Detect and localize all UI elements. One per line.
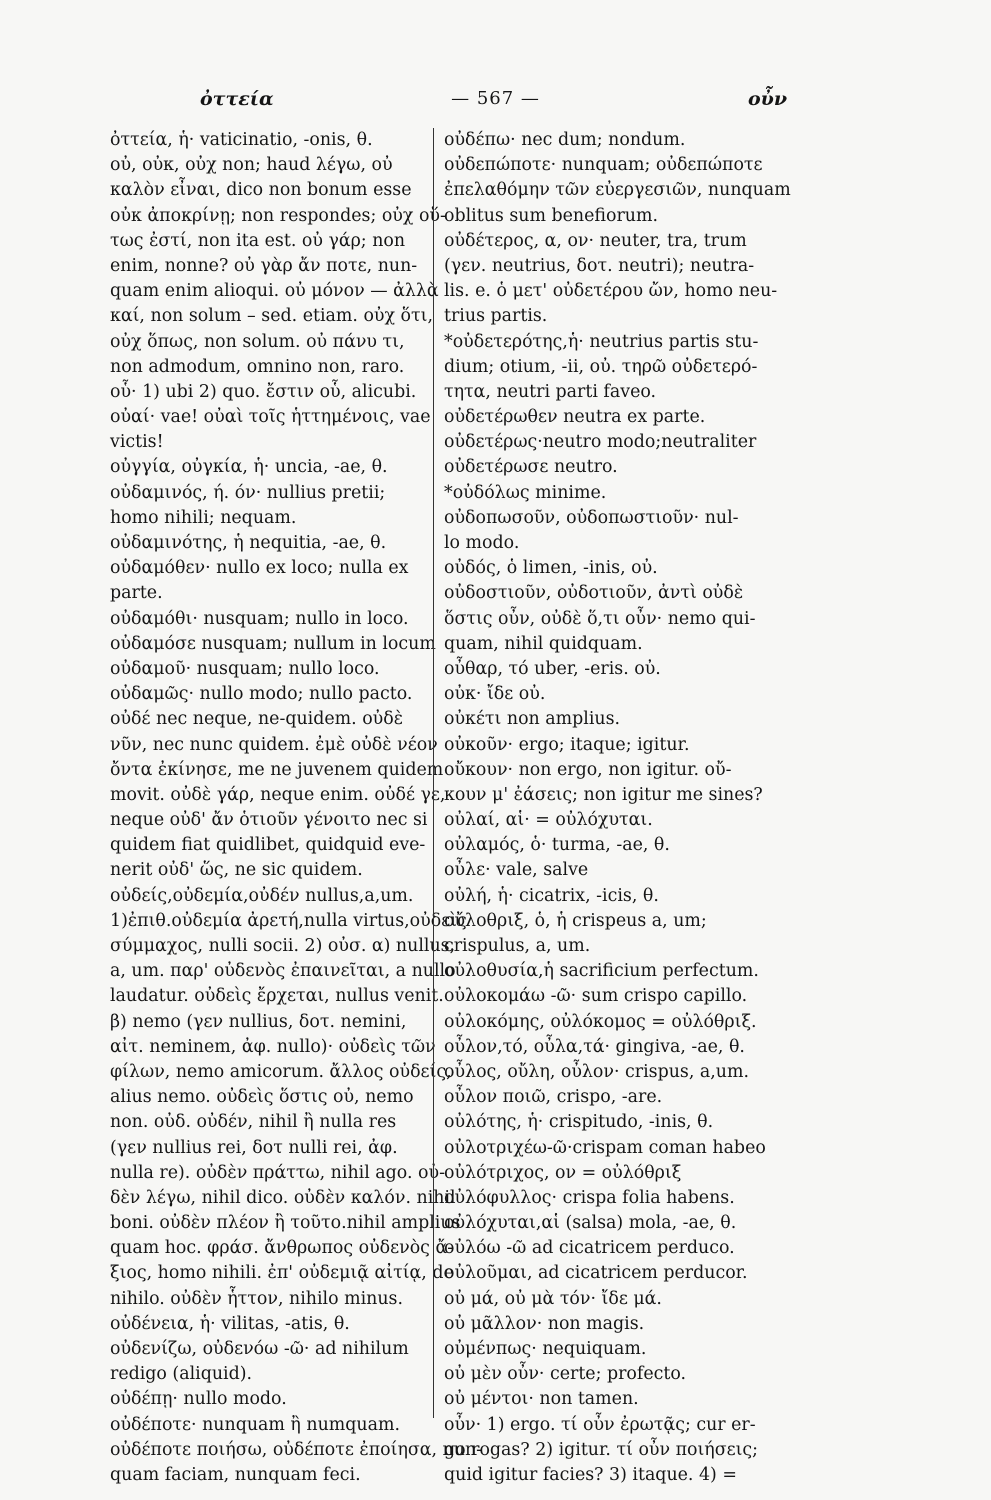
dictionary-line: neque οὐδ' ἄν ὁτιοῦν γένοιτο nec si [110, 810, 428, 831]
dictionary-line: σύμμαχος, nulli socii. 2) οὐσ. α) nullus, [110, 936, 456, 956]
dictionary-line: αἰτ. neminem, ἀφ. nullo)· οὐδεὶς τῶν [110, 1036, 436, 1057]
dictionary-line: οὐδέποτε· nunquam ἢ numquam. [110, 1414, 400, 1435]
dictionary-line: ἐπελαθόμην τῶν εὐεργεσιῶν, nunquam [444, 180, 791, 201]
dictionary-line: οὐ μά, οὐ μὰ τόν· ἴδε μά. [444, 1288, 662, 1309]
dictionary-line: non admodum, omnino non, raro. [110, 356, 405, 377]
dictionary-line: οὐκοῦν· ergo; itaque; igitur. [444, 734, 690, 755]
dictionary-line: οὐχ ὅπως, non solum. οὐ πάνυ τι, [110, 331, 405, 352]
dictionary-line: τως ἐστί, non ita est. οὐ γάρ; non [110, 230, 406, 251]
dictionary-line: οὐδαμόσε nusquam; nullum in locum [110, 633, 436, 654]
dictionary-line: νῦν, nec nunc quidem. ἐμὲ οὐδὲ νέον [110, 734, 438, 755]
dictionary-line: οὐκ ἀποκρίνῃ; non respondes; οὐχ οὕ- [110, 205, 446, 226]
page-header [0, 86, 991, 120]
dictionary-line: οὐλότριχος, ον = οὐλόθριξ [444, 1162, 682, 1183]
dictionary-line: β) nemo (γεν nullius, δοτ. nemini, [110, 1011, 407, 1032]
dictionary-line: οὐδείς,οὐδεμία,οὐδέν nullus,a,um. [110, 885, 414, 906]
dictionary-line: οὐλόχυται,αἱ (salsa) mola, -ae, θ. [444, 1213, 737, 1234]
header-left-word: ὀττεία [200, 88, 274, 110]
dictionary-line: laudatur. οὐδεὶς ἔρχεται, nullus venit. [110, 986, 444, 1007]
dictionary-line: alius nemo. οὐδεὶς ὅστις οὐ, nemo [110, 1087, 414, 1108]
dictionary-line: ὄντα ἐκίνησε, me ne juvenem quidem [110, 759, 444, 780]
dictionary-line: οὐδαμόθι· nusquam; nullo in loco. [110, 608, 409, 629]
dictionary-line: οὐδέ nec neque, ne-quidem. οὐδὲ [110, 709, 404, 730]
dictionary-line: quam, nihil quidquam. [444, 633, 643, 654]
dictionary-line: οὔλοθριξ, ὁ, ἡ crispeus a, um; [444, 910, 707, 931]
dictionary-line: οὐδένεια, ἡ· vilitas, -atis, θ. [110, 1313, 350, 1334]
dictionary-line: 1)ἐπιθ.οὐδεμία ἀρετή,nulla virtus,οὐδεὶς [110, 910, 467, 931]
dictionary-line: nulla re). οὐδὲν πράττω, nihil ago. οὐ- [110, 1162, 445, 1183]
right-column [433, 128, 835, 1485]
dictionary-line: a, um. παρ' οὐδενὸς ἐπαινεῖται, a nullo [110, 961, 456, 982]
dictionary-line: οὐδετέρωθεν neutra ex parte. [444, 407, 706, 428]
dictionary-line: dium; otium, -ii, οὐ. τηρῶ οὐδετερό- [444, 356, 758, 377]
dictionary-line: homo nihili; nequam. [110, 507, 297, 528]
dictionary-line: lis. e. ὁ μετ' οὐδετέρου ὤν, homo neu- [444, 281, 778, 302]
dictionary-line: οὐλαί, αἱ· = οὐλόχυται. [444, 810, 653, 831]
dictionary-line: boni. οὐδὲν πλέον ἢ τοῦτο.nihil amplius [110, 1213, 461, 1234]
dictionary-line: οὐλοθυσία,ἡ sacrificium perfectum. [444, 961, 759, 982]
dictionary-line: victis! [110, 432, 164, 453]
dictionary-line: οὐδοπωσοῦν, οὐδοπωστιοῦν· nul- [444, 507, 739, 528]
dictionary-line: οὐκέτι non amplius. [444, 709, 621, 730]
dictionary-line: oblitus sum benefiorum. [444, 205, 659, 226]
dictionary-line: οὖλον ποιῶ, crispo, -are. [444, 1087, 663, 1108]
dictionary-line: οὐλότης, ἡ· crispitudo, -inis, θ. [444, 1112, 714, 1133]
dictionary-line: non. οὐδ. οὐδέν, nihil ἢ nulla res [110, 1112, 397, 1133]
dictionary-line: οὐγγία, οὐγκία, ἡ· uncia, -ae, θ. [110, 457, 388, 478]
dictionary-line: οὐδαμοῦ· nusquam; nullo loco. [110, 658, 380, 679]
dictionary-line: οὐδαμῶς· nullo modo; nullo pacto. [110, 684, 413, 705]
dictionary-line: quidem fiat quidlibet, quidquid eve- [110, 835, 426, 856]
dictionary-line: enim, nonne? οὐ γὰρ ἄν ποτε, nun- [110, 255, 418, 276]
dictionary-line: οὐδοστιοῦν, οὐδοτιοῦν, ἀντὶ οὐδὲ [444, 583, 744, 604]
dictionary-line: οὖθαρ, τό uber, -eris. οὐ. [444, 658, 661, 679]
dictionary-line: οὐδαμινός, ή. όν· nullius pretii; [110, 482, 386, 503]
dictionary-line: *οὐδετερότης,ἡ· neutrius partis stu- [444, 331, 759, 352]
dictionary-line: οὐδέπῃ· nullo modo. [110, 1389, 287, 1410]
dictionary-line: lo modo. [444, 533, 520, 553]
dictionary-line: οὖλον,τό, οὖλα,τά· gingiva, -ae, θ. [444, 1036, 745, 1057]
dictionary-line: οὐκ· ἴδε οὐ. [444, 684, 546, 705]
dictionary-line: quid igitur facies? 3) itaque. 4) = [444, 1464, 737, 1485]
dictionary-line: οὐδαμόθεν· nullo ex loco; nulla ex [110, 558, 409, 579]
dictionary-line: quam enim alioqui. οὐ μόνον — ἀλλὰ [110, 281, 439, 302]
dictionary-line: οὐδός, ὁ limen, -inis, οὐ. [444, 558, 658, 579]
page-number: — 567 — [451, 88, 540, 109]
dictionary-line: movit. οὐδὲ γάρ, neque enim. οὐδέ γε, [110, 784, 446, 805]
dictionary-line: οὐδεπώποτε· nunquam; οὐδεπώποτε [444, 155, 763, 176]
dictionary-line: οὐ μὲν οὖν· certe; profecto. [444, 1364, 687, 1385]
dictionary-line: καλὸν εἶναι, dico non bonum esse [110, 180, 412, 201]
dictionary-line: quam faciam, nunquam feci. [110, 1464, 361, 1485]
dictionary-line: οὐλόφυλλος· crispa folia habens. [444, 1187, 735, 1208]
dictionary-line: οὐλόω -ῶ ad cicatricem perduco. [444, 1238, 735, 1259]
dictionary-line: ὅστις οὖν, οὐδὲ ὅ,τι οὖν· nemo qui- [444, 608, 756, 629]
dictionary-line: ξιος, homo nihili. ἐπ' οὐδεμιᾷ αἰτίᾳ, de [110, 1263, 454, 1284]
dictionary-line: οὐλαμός, ὁ· turma, -ae, θ. [444, 835, 670, 856]
dictionary-line: οὐδενίζω, οὐδενόω -ῶ· ad nihilum [110, 1339, 409, 1359]
dictionary-line: οὐλοῦμαι, ad cicatricem perducor. [444, 1263, 748, 1284]
dictionary-line: οὐδαμινότης, ἡ nequitia, -ae, θ. [110, 533, 387, 553]
dictionary-line: redigo (aliquid). [110, 1364, 253, 1385]
dictionary-line: οὐδετέρως·neutro modo;neutraliter [444, 432, 757, 453]
dictionary-line: οὐμένπως· nequiquam. [444, 1339, 647, 1359]
dictionary-line: οὗ· 1) ubi 2) quo. ἔστιν οὗ, alicubi. [110, 381, 417, 402]
header-right-word: οὖν [748, 88, 788, 110]
dictionary-line: οὐλή, ἡ· cicatrix, -icis, θ. [444, 885, 659, 906]
dictionary-line: nerit οὐδ' ὥς, ne sic quidem. [110, 860, 363, 881]
dictionary-line: ὀττεία, ἡ· vaticinatio, -onis, θ. [110, 130, 373, 150]
dictionary-line: nihilo. οὐδὲν ἧττον, nihilo minus. [110, 1288, 403, 1309]
dictionary-line: οὐ μέντοι· non tamen. [444, 1389, 639, 1410]
dictionary-line: οὐδέτερος, α, ον· neuter, tra, trum [444, 230, 747, 251]
dictionary-line: τητα, neutri parti faveo. [444, 381, 657, 402]
left-column [110, 128, 483, 1488]
dictionary-line: (γεν. neutrius, δοτ. neutri); neutra- [444, 255, 755, 276]
dictionary-line: οὐ, οὐκ, οὐχ non; haud λέγω, οὐ [110, 155, 393, 176]
dictionary-line: go rogas? 2) igitur. τί οὖν ποιήσεις; [444, 1439, 759, 1460]
dictionary-line: οὐδετέρωσε neutro. [444, 457, 618, 478]
dictionary-line: οὐαί· vae! οὐαὶ τοῖς ἡττημένοις, vae [110, 407, 431, 428]
dictionary-line: οὐλοκόμης, οὐλόκομος = οὐλόθριξ. [444, 1011, 757, 1032]
dictionary-line: οὐδέπω· nec dum; nondum. [444, 130, 686, 150]
dictionary-line: quam hoc. φράσ. ἄνθρωπος οὐδενὸς ἄ- [110, 1238, 454, 1259]
dictionary-line: οὐλοκομάω -ῶ· sum crispo capillo. [444, 986, 748, 1007]
dictionary-line: δὲν λέγω, nihil dico. οὐδὲν καλόν. nihil [110, 1187, 456, 1208]
dictionary-line: οὖλε· vale, salve [444, 860, 589, 881]
dictionary-line: crispulus, a, um. [444, 936, 591, 956]
dictionary-line: οὐ μᾶλλον· non magis. [444, 1313, 645, 1334]
dictionary-line: parte. [110, 583, 163, 604]
dictionary-line: οὐλοτριχέω-ῶ·crispam coman habeo [444, 1137, 766, 1158]
dictionary-line: κουν μ' ἐάσεις; non igitur me sines? [444, 784, 763, 805]
dictionary-line: (γεν nullius rei, δοτ nulli rei, ἀφ. [110, 1137, 398, 1158]
dictionary-line: οὐδέποτε ποιήσω, οὐδέποτε ἐποίησα, nun- [110, 1439, 483, 1460]
dictionary-line: καί, non solum – sed. etiam. οὐχ ὅτι, [110, 306, 433, 327]
dictionary-line: φίλων, nemo amicorum. ἄλλος οὐδείς, [110, 1061, 452, 1082]
dictionary-line: οὔκουν· non ergo, non igitur. οὔ- [444, 759, 732, 780]
dictionary-line: trius partis. [444, 306, 548, 327]
dictionary-line: *οὐδόλως minime. [444, 482, 607, 503]
dictionary-line: οὖν· 1) ergo. τί οὖν ἐρωτᾷς; cur er- [444, 1414, 756, 1435]
dictionary-line: οὖλος, οὔλη, οὖλον· crispus, a,um. [444, 1061, 749, 1082]
